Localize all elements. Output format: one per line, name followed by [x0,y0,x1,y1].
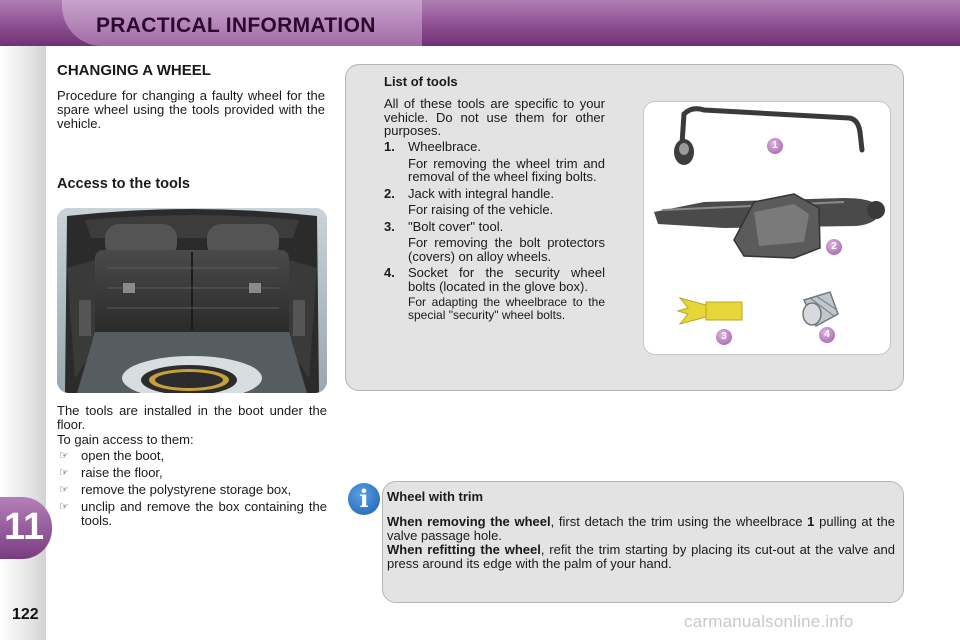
pointing-hand-icon: ☞ [59,467,69,479]
page-title: PRACTICAL INFORMATION [96,14,376,37]
list-item: ☞ open the boot, [59,448,165,463]
tool-item-3: 3. "Bolt cover" tool. For removing the bolt protectors (covers) on alloy wheels. [384,218,605,264]
access-title: Access to the tools [57,176,190,192]
tools-intro: All of these tools are specific to your vehicle. Do not use them for other purposes. [384,96,605,138]
tools-location-text: The tools are installed in the boot under the floor. [57,403,327,432]
info-title: Wheel with trim [387,489,484,504]
pointing-hand-icon: ☞ [59,484,69,496]
tools-illustration [643,101,891,355]
info-icon: i [348,483,380,515]
pointing-hand-icon: ☞ [59,450,69,462]
tool-item-1: 1. Wheelbrace. For removing the wheel trim and removal of the wheel fixing bolts. [384,139,605,184]
watermark: carmanualsonline.info [684,612,854,631]
tools-title: List of tools [384,74,458,89]
callout-badge-2: 2 [826,239,842,255]
callout-badge-3: 3 [716,329,732,345]
tool-item-4: 4. Socket for the security wheel bolts (located in the glove box). For adapting the wheelbrace to the special "security" wheel bolts. [384,265,605,322]
info-refitting-paragraph: When refitting the wheel, refit the trim starting by placing its cut-out at the valve and press around its edge with the palm of your hand. [387,542,895,571]
chapter-number: 11 [4,506,45,548]
list-item: ☞ raise the floor, [59,465,163,480]
socket-icon [803,292,838,326]
page-number: 122 [12,606,39,623]
intro-paragraph: Procedure for changing a faulty wheel for the spare wheel using the tools provided with the vehicle. [57,88,325,131]
list-item: ☞ unclip and remove the box containing the tools. [59,499,327,528]
callout-badge-4: 4 [819,327,835,343]
gain-access-text: To gain access to them: [57,432,194,447]
pointing-hand-icon: ☞ [59,501,69,513]
list-item: ☞ remove the polystyrene storage box, [59,482,292,497]
steps-list [57,449,327,531]
wheelbrace-icon [674,109,862,165]
boot-photo [57,208,327,393]
info-removing-paragraph: When removing the wheel, first detach the trim using the wheelbrace 1 pulling at the valve passage hole. [387,514,895,543]
bolt-cover-tool-icon [678,298,742,324]
tools-list [384,140,605,324]
section-title: CHANGING A WHEEL [57,62,211,79]
jack-icon [654,194,885,258]
callout-badge-1: 1 [767,138,783,154]
tool-item-2: 2. Jack with integral handle. For raising of the vehicle. [384,185,554,217]
